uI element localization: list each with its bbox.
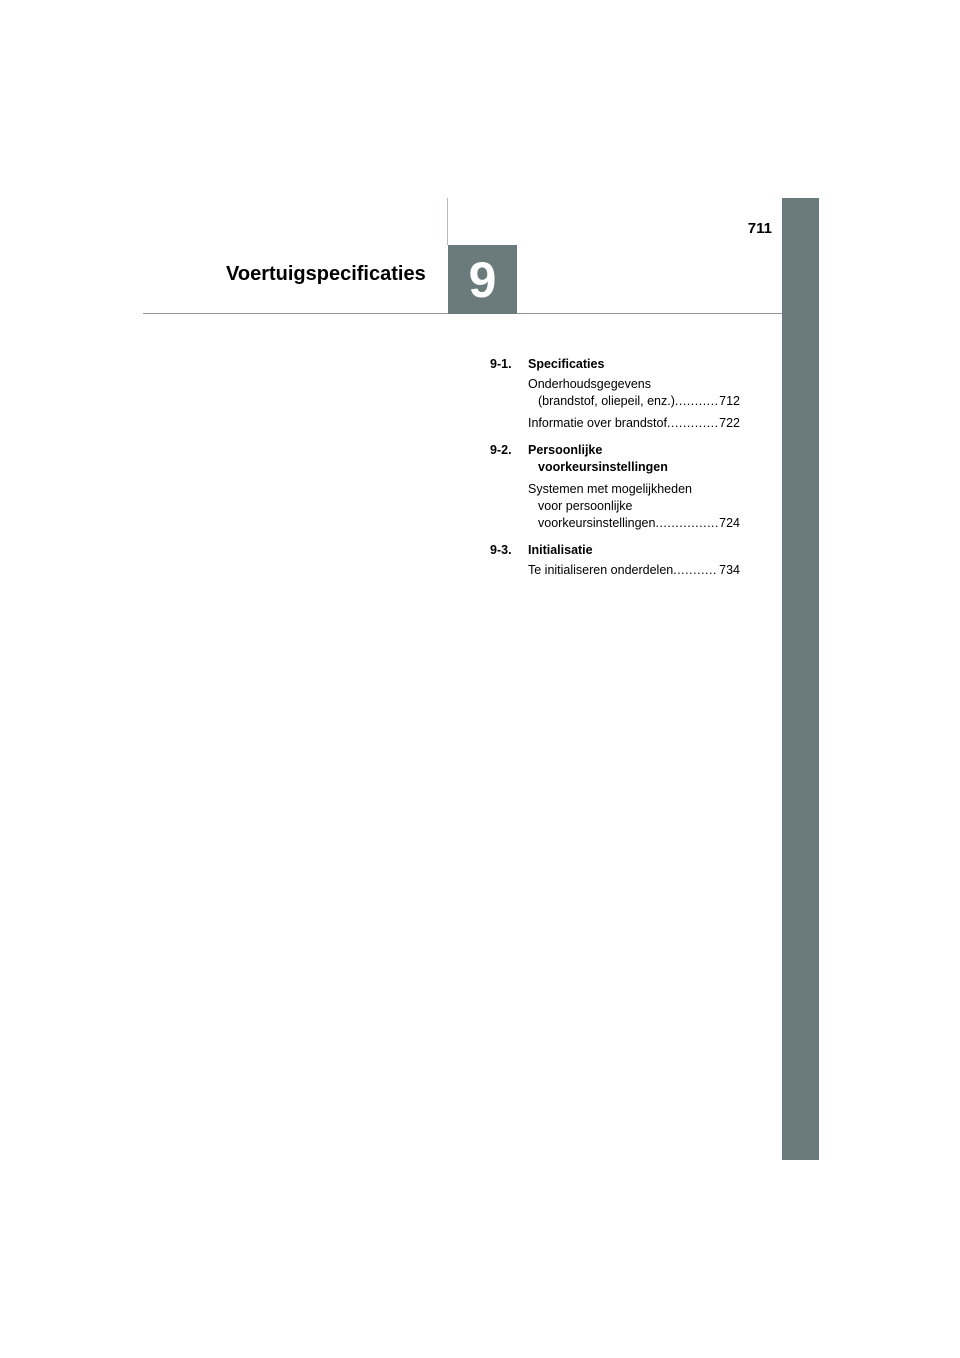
header-divider-vertical: [447, 198, 448, 245]
entry-line: Systemen met mogelijkheden: [528, 482, 692, 496]
toc-section: [490, 542, 740, 579]
entry-text: Informatie over brandstof: [528, 416, 667, 430]
entry-text: (brandstof, oliepeil, enz.): [538, 394, 675, 408]
section-title-line: Persoonlijke: [528, 443, 603, 457]
leader-dots: [667, 415, 718, 432]
section-title: [528, 356, 740, 373]
entry-line: Onderhoudsgegevens: [528, 377, 652, 391]
leader-dots: [655, 515, 718, 532]
entry-text: voorkeursinstellingen: [538, 516, 656, 530]
section-number: 9-2.: [490, 443, 512, 457]
leader-dots: [675, 393, 718, 410]
toc-section: [490, 356, 740, 432]
section-number: 9-3.: [490, 543, 512, 557]
section-title: [528, 542, 740, 559]
toc-entry[interactable]: [528, 415, 740, 432]
chapter-number: 9: [468, 251, 497, 308]
toc-entry[interactable]: [528, 562, 740, 579]
section-number: 9-1.: [490, 357, 512, 371]
toc-entry[interactable]: [528, 481, 740, 532]
header-rule-right: [517, 313, 782, 314]
section-title-line: voorkeursinstellingen: [538, 460, 668, 474]
chapter-title: Voertuigspecificaties: [226, 263, 426, 285]
section-title-line: Specificaties: [528, 357, 605, 371]
chapter-side-tab: [782, 198, 819, 1160]
toc-section: [490, 442, 740, 532]
entry-page: 734: [719, 563, 740, 577]
chapter-number-box: [448, 245, 517, 314]
table-of-contents: [490, 356, 740, 579]
toc-entry[interactable]: [528, 376, 740, 410]
entry-page: 724: [719, 516, 740, 530]
leader-dots: [673, 562, 718, 579]
section-title: [528, 442, 740, 476]
entry-page: 722: [719, 416, 740, 430]
section-title-line: Initialisatie: [528, 543, 593, 557]
page-number: 711: [747, 220, 772, 237]
entry-line: voor persoonlijke: [538, 499, 633, 513]
header-rule-left: [143, 313, 448, 314]
entry-text: Te initialiseren onderdelen: [528, 563, 674, 577]
entry-page: 712: [719, 394, 740, 408]
